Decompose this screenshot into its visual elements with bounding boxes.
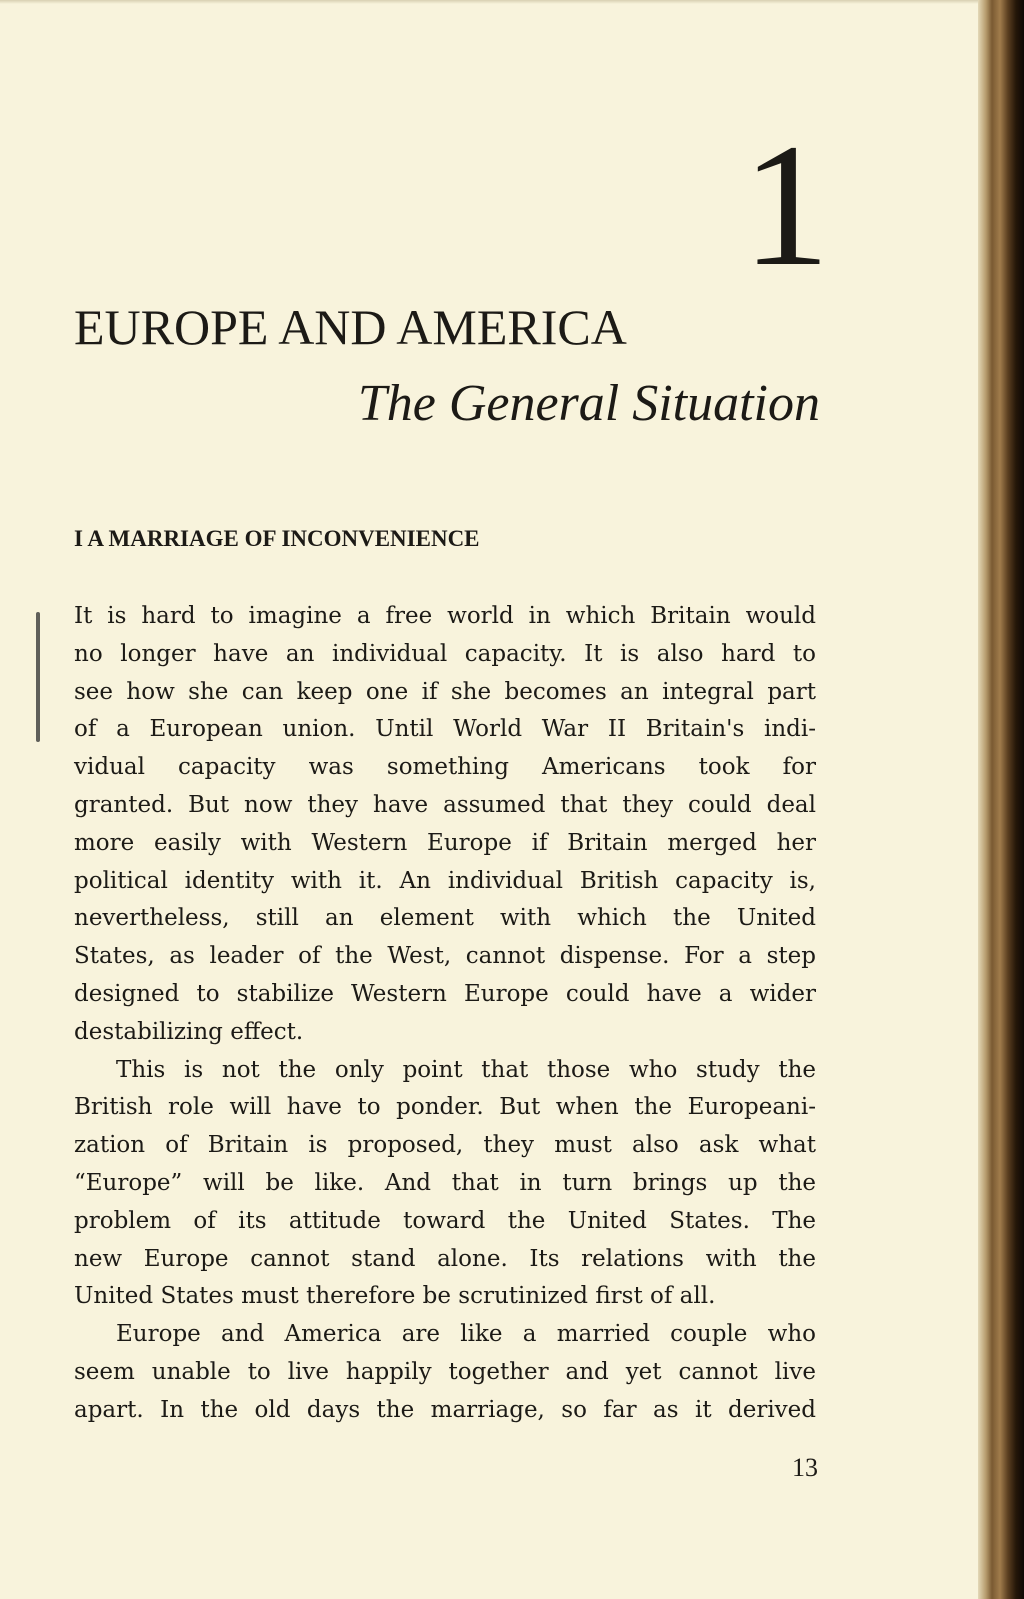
text-line: vidual capacity was something Americans took for: [74, 754, 816, 781]
section-heading: I A MARRIAGE OF INCONVENIENCE: [74, 526, 480, 551]
text-line: This is not the only point that those who study the: [116, 1056, 816, 1083]
chapter-subtitle: The General Situation: [357, 375, 820, 432]
text-line: United States must therefore be scrutinized first of all.: [74, 1283, 716, 1310]
text-line: designed to stabilize Western Europe could have a wider: [74, 980, 816, 1007]
text-line: problem of its attitude toward the United States. The: [74, 1207, 816, 1234]
page-number: 13: [792, 1453, 818, 1482]
page-top-shadow: [0, 0, 986, 4]
chapter-number: 1: [742, 108, 830, 303]
margin-pencil-mark: [36, 612, 40, 742]
paragraph-2: [74, 1052, 816, 1317]
text-line: see how she can keep one if she becomes an integral part: [74, 678, 816, 705]
text-line: more easily with Western Europe if Britain merged her: [74, 829, 816, 856]
text-line: British role will have to ponder. But when the Europeani-: [74, 1094, 816, 1121]
paragraph-1: [74, 598, 816, 1052]
text-line: no longer have an individual capacity. It is also hard to: [74, 640, 816, 667]
text-line: new Europe cannot stand alone. Its relations with the: [74, 1245, 816, 1272]
text-line: “Europe” will be like. And that in turn brings up the: [74, 1169, 816, 1196]
text-line: It is hard to imagine a free world in which Britain would: [74, 603, 816, 629]
text-line: granted. But now they have assumed that they could deal: [74, 791, 816, 818]
paragraph-3: [74, 1316, 816, 1429]
text-line: destabilizing effect.: [74, 1018, 304, 1045]
text-line: nevertheless, still an element with which the United: [74, 905, 816, 932]
text-line: apart. In the old days the marriage, so far as it derived: [74, 1396, 816, 1423]
text-line: Europe and America are like a married couple who: [116, 1321, 816, 1348]
text-line: political identity with it. An individual British capacity is,: [74, 867, 816, 894]
book-spine-edge: [978, 0, 1024, 1599]
text-line: States, as leader of the West, cannot dispense. For a step: [74, 943, 816, 970]
text-line: of a European union. Until World War II Britain's indi-: [74, 716, 816, 743]
text-line: zation of Britain is proposed, they must also ask what: [74, 1132, 816, 1159]
body-text: [74, 598, 816, 1430]
chapter-title: EUROPE AND AMERICA: [74, 299, 627, 355]
text-line: seem unable to live happily together and yet cannot live: [74, 1358, 816, 1385]
